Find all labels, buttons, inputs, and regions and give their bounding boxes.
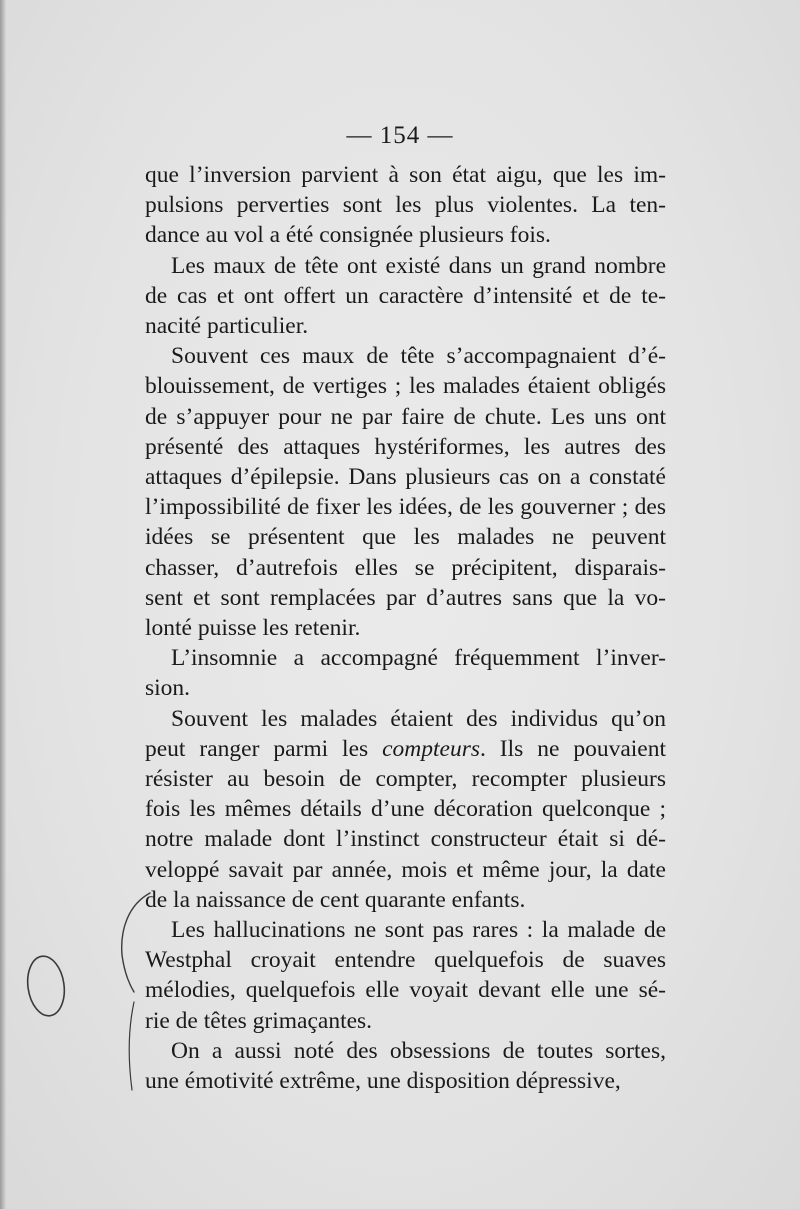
text-line: rie de têtes grimaçantes. — [145, 1007, 373, 1034]
text-line: veloppé savait par année, mois et même jour, la date — [145, 856, 666, 883]
text-line: l’impossibilité de fixer les idées, de les gouverner ; des — [145, 494, 666, 521]
body-text — [145, 160, 666, 1096]
text-line: de la naissance de cent quarante enfants. — [145, 886, 526, 913]
text-line: attaques d’épilepsie. Dans plusieurs cas on a constaté — [145, 464, 666, 491]
paragraph — [145, 160, 666, 251]
text-line: Westphal croyait entendre quelquefois de suaves — [145, 947, 666, 974]
italic-term: compteurs — [382, 735, 480, 762]
page-binding-edge — [0, 0, 6, 1209]
text-line: fois les mêmes détails d’une décoration quelconque ; — [145, 796, 666, 823]
paragraph — [145, 915, 666, 1036]
text-line: de cas et ont offert un caractère d’intensité et de te- — [145, 282, 666, 309]
text-line: Souvent les malades étaient des individus qu’on — [171, 705, 666, 732]
text-line: de s’appuyer pour ne par faire de chute. Les uns ont — [145, 403, 666, 430]
text-line: peut ranger parmi les compteurs. Ils ne pouvaient — [145, 735, 666, 762]
text-line: mélodies, quelquefois elle voyait devant elle une sé- — [145, 977, 666, 1004]
text-line: pulsions perverties sont les plus violentes. La ten- — [145, 192, 666, 219]
text-line: Les maux de tête ont existé dans un grand nombre — [171, 252, 666, 279]
paragraph — [145, 1036, 666, 1096]
text-line: chasser, d’autrefois elles se précipitent, disparais- — [145, 554, 666, 581]
page-number: — 154 — — [346, 122, 454, 149]
paragraph — [145, 643, 666, 703]
text-line: présenté des attaques hystériformes, les autres des — [145, 433, 666, 460]
text-line: résister au besoin de compter, recompter plusieurs — [145, 766, 666, 793]
text-line: sent et sont remplacées par d’autres sans que la vo- — [145, 584, 666, 611]
paragraph — [145, 704, 666, 915]
paragraph — [145, 341, 666, 643]
text-line: une émotivité extrême, une disposition dépressive, — [145, 1068, 621, 1095]
text-line: dance au vol a été consignée plusieurs fois. — [145, 222, 551, 249]
text-line: blouissement, de vertiges ; les malades étaient obligés — [145, 373, 666, 400]
text-line: L’insomnie a accompagné fréquemment l’inver- — [171, 645, 666, 672]
text-line: Les hallucinations ne sont pas rares : la malade de — [171, 917, 666, 944]
text-line: sion. — [145, 675, 191, 702]
text-line: lonté puisse les retenir. — [145, 615, 361, 642]
text-line: On a aussi noté des obsessions de toutes sortes, — [171, 1037, 666, 1064]
text-line: notre malade dont l’instinct constructeur était si dé- — [145, 826, 666, 853]
text-line: nacité particulier. — [145, 313, 309, 340]
text-line: que l’inversion parvient à son état aigu, que les im- — [145, 162, 666, 188]
paragraph — [145, 251, 666, 342]
text-line: Souvent ces maux de tête s’accompagnaient d’é- — [171, 343, 666, 370]
text-line: idées se présentent que les malades ne peuvent — [145, 524, 666, 551]
